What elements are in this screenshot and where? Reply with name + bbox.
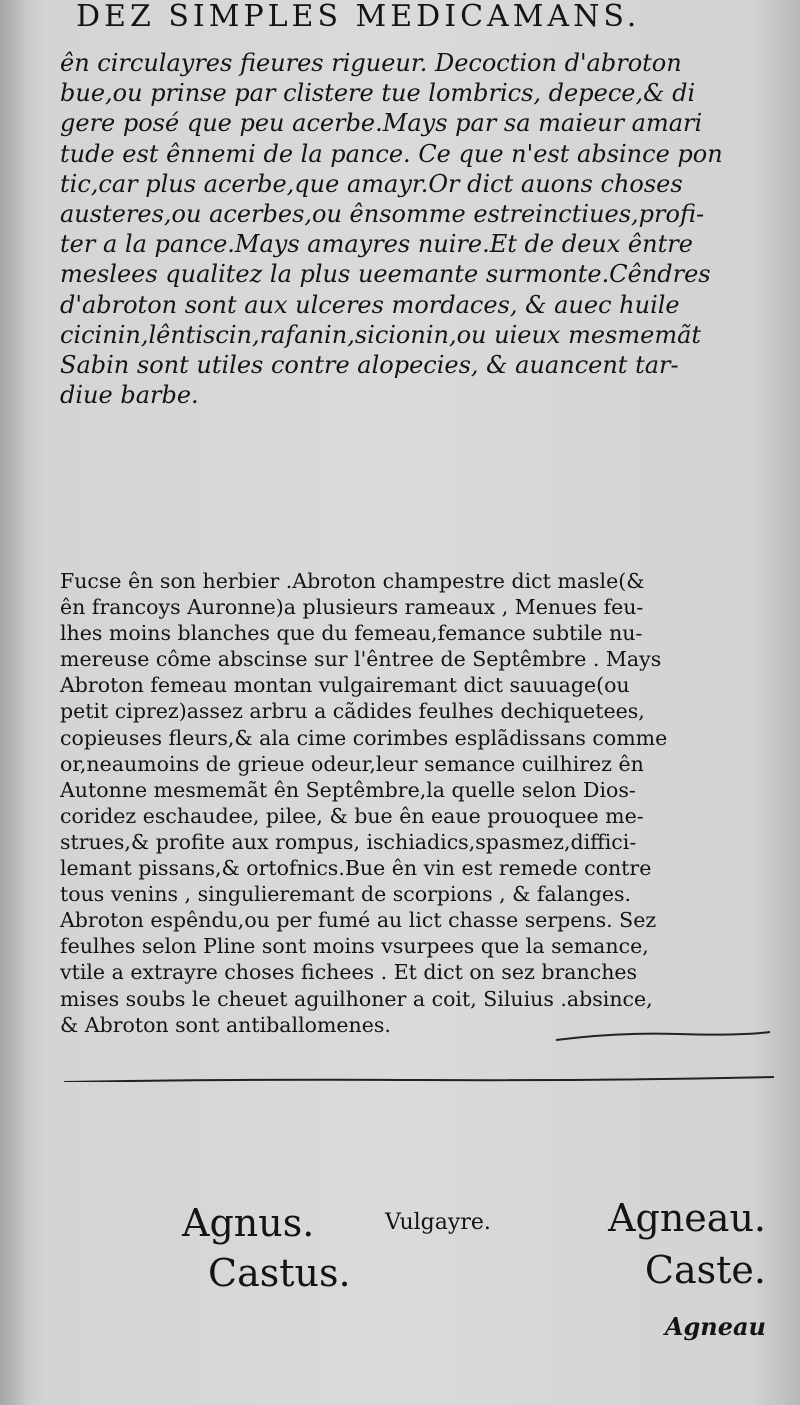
text-line: strues,& profite aux rompus, ischiadics,spasmez,diffici-: [60, 829, 637, 854]
text-line: gere posé que peu acerbe.Mays par sa maieur amari: [60, 109, 703, 138]
text-line: petit ciprez)assez arbru a cãdides feulhes dechiquetees,: [60, 699, 645, 724]
text-line: austeres,ou acerbes,ou ênsomme estreinctiues,profi-: [60, 200, 705, 229]
french-name-line2: Caste.: [644, 1248, 766, 1292]
text-line: Abroton femeau montan vulgairemant dict sauuage(ou: [60, 673, 630, 698]
page-gutter-shadow: [0, 0, 26, 1405]
text-line: ên circulayres fieures rigueur. Decoction d'abroton: [60, 49, 682, 77]
text-line: d'abroton sont aux ulceres mordaces, & auec huile: [60, 290, 680, 319]
french-heading: [608, 1192, 766, 1296]
text-line: Autonne mesmemãt ên Septêmbre,la quelle selon Dios-: [60, 777, 636, 802]
text-line: meslees qualitez la plus ueemante surmonte.Cêndres: [60, 260, 711, 289]
text-line: cicinin,lêntiscin,rafanin,sicionin,ou uieux mesmemãt: [60, 320, 702, 349]
roman-paragraph: [60, 568, 768, 1038]
text-line: mises soubs le cheuet aguilhoner a coit, Siluius .absince,: [60, 986, 653, 1011]
text-line: tude est ênnemi de la pance. Ce que n'est absince pon: [60, 139, 723, 168]
text-line: tic,car plus acerbe,que amayr.Or dict auons choses: [60, 169, 683, 198]
latin-name-line1: Agnus.: [182, 1201, 315, 1245]
text-line: copieuses fleurs,& ala cime corimbes esplãdissans comme: [60, 725, 668, 750]
catchword: Agneau: [664, 1312, 766, 1341]
french-name-line1: Agneau.: [608, 1196, 766, 1240]
text-line: vtile a extrayre choses fichees . Et dict on sez branches: [60, 960, 638, 985]
text-line: mereuse côme abscinse sur l'êntree de Septêmbre . Mays: [60, 647, 662, 672]
underline-mark-lower: [64, 1077, 774, 1082]
text-line: bue,ou prinse par clistere tue lombrics, depece,& di: [60, 79, 696, 108]
text-line: Sabin sont utiles contre alopecies, & auancent tar-: [60, 351, 679, 380]
running-head: DEZ SIMPLES MEDICAMANS.: [76, 0, 641, 34]
text-line: Fucse ên son herbier .Abroton champestre dict masle(&: [60, 569, 645, 593]
text-line: lhes moins blanches que du femeau,femance subtile nu-: [60, 621, 643, 646]
latin-heading: [182, 1198, 351, 1298]
text-line: or,neaumoins de grieue odeur,leur semance cuilhirez ên: [60, 751, 644, 776]
text-line: tous venins , singulieremant de scorpions , & falanges.: [60, 882, 632, 907]
text-line: coridez eschaudee, pilee, & bue ên eaue prouoquee me-: [60, 803, 644, 828]
text-line: ter a la pance.Mays amayres nuire.Et de deux êntre: [60, 230, 693, 259]
italic-paragraph: [60, 48, 768, 410]
latin-name-line2: Castus.: [208, 1251, 351, 1295]
handwritten-underline: [58, 1022, 778, 1082]
text-line: feulhes selon Pline sont moins vsurpees que la semance,: [60, 934, 649, 959]
text-line: Abroton espêndu,ou per fumé au lict chasse serpens. Sez: [60, 908, 657, 933]
text-line: diue barbe.: [60, 381, 199, 410]
vulgar-label: Vulgayre.: [385, 1210, 491, 1235]
text-line: ên francoys Auronne)a plusieurs rameaux , Menues feu-: [60, 595, 644, 620]
text-line: & Abroton sont antiballomenes.: [60, 1012, 391, 1037]
underline-mark-upper: [556, 1032, 770, 1040]
text-line: lemant pissans,& ortofnics.Bue ên vin est remede contre: [60, 856, 652, 881]
